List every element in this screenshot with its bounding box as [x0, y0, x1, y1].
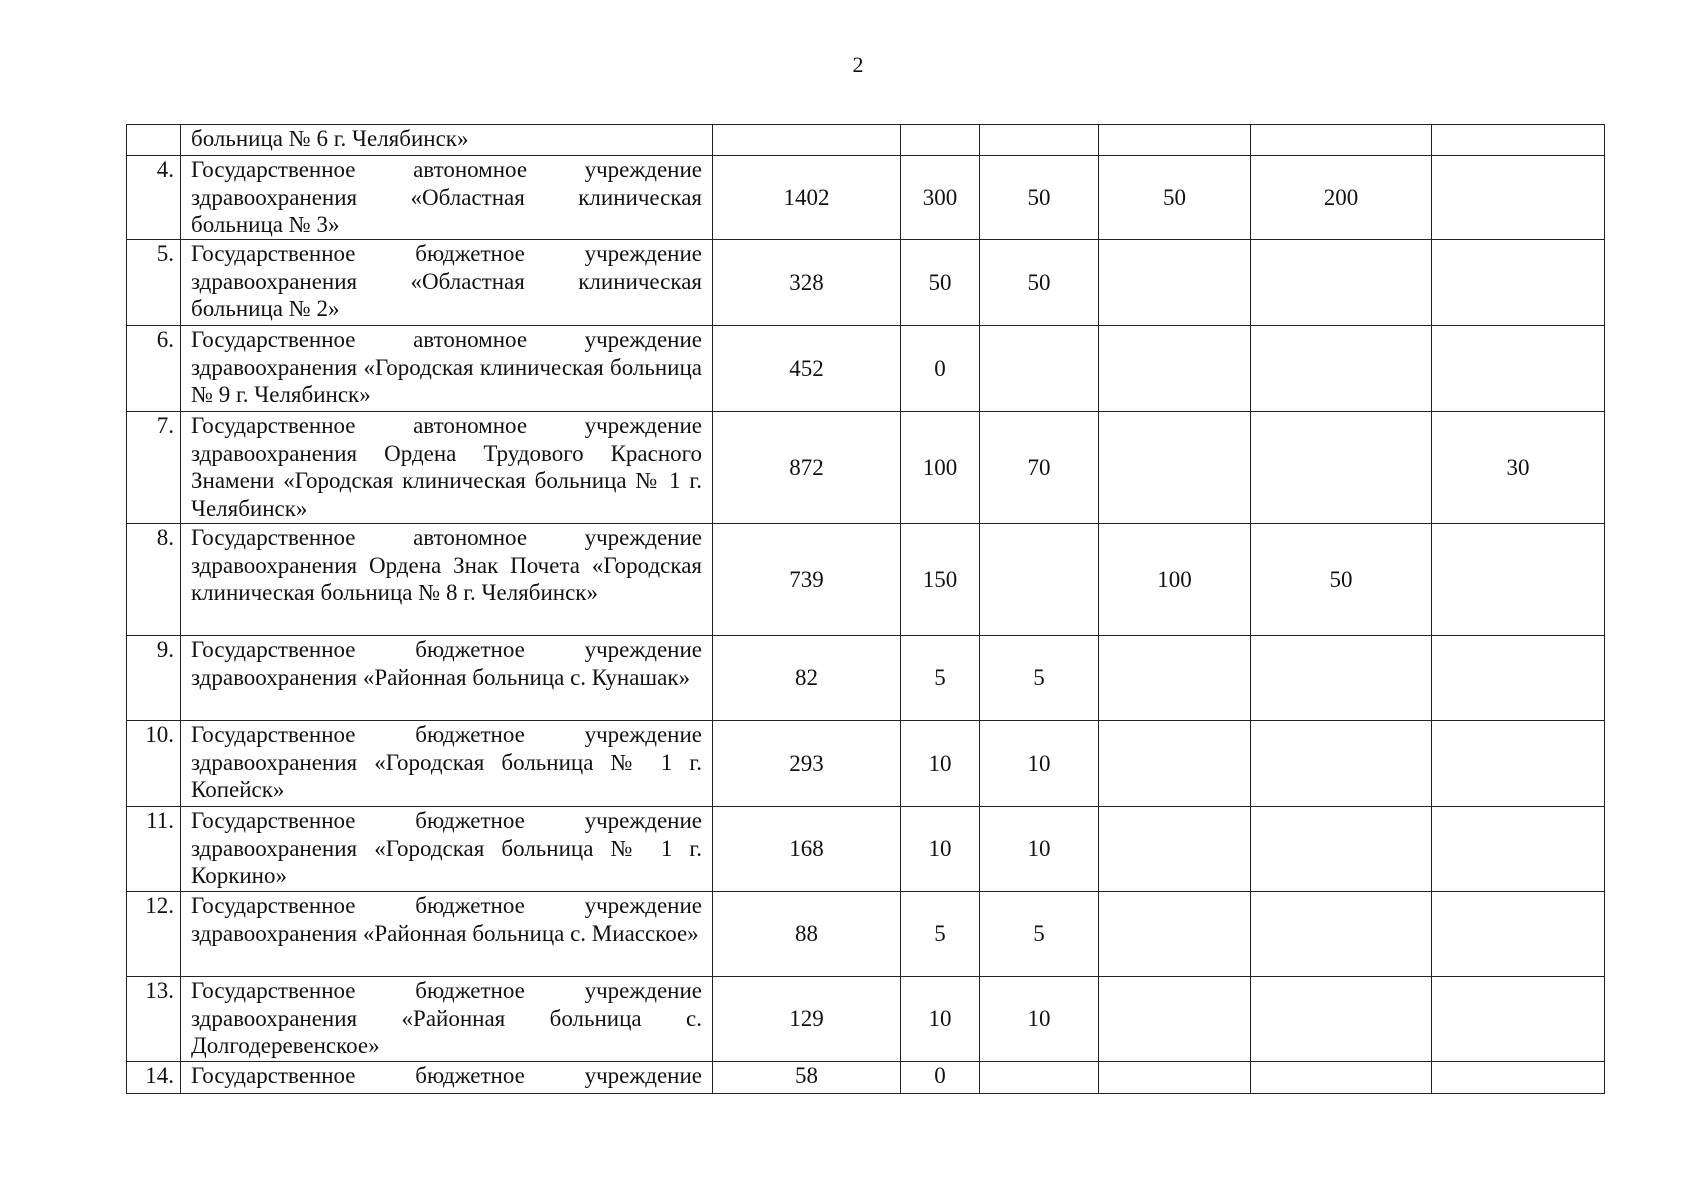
value-col-5 [1251, 1062, 1432, 1094]
value-col-3: 50 [980, 156, 1099, 240]
row-number: 11. [127, 807, 181, 892]
institution-name: Государственное бюджетное учреждение здравоохранения «Районная больница с. Долгодеревенское» [181, 977, 713, 1062]
value-col-5 [1251, 412, 1432, 524]
row-number: 14. [127, 1062, 181, 1094]
table-row [127, 977, 1605, 1062]
value-col-6 [1432, 1062, 1605, 1094]
value-col-6 [1432, 721, 1605, 807]
value-col-5: 50 [1251, 524, 1432, 636]
value-col-4 [1099, 412, 1251, 524]
value-col-1: 293 [713, 721, 901, 807]
institution-name: Государственное автономное учреждение здравоохранения «Городская клиническая больница № 9 г. Челябинск» [181, 326, 713, 412]
value-col-5 [1251, 977, 1432, 1062]
institution-name: Государственное бюджетное учреждение здравоохранения «Районная больница с. Кунашак» [181, 636, 713, 721]
value-col-1: 328 [713, 240, 901, 326]
value-col-2: 10 [901, 977, 980, 1062]
table-row [127, 636, 1605, 721]
value-col-3 [980, 125, 1099, 156]
institution-name: Государственное бюджетное учреждение здравоохранения «Городская больница № 1 г. Копейск» [181, 721, 713, 807]
value-col-2: 0 [901, 1062, 980, 1094]
table-row [127, 156, 1605, 240]
value-col-4 [1099, 807, 1251, 892]
value-col-2: 50 [901, 240, 980, 326]
value-col-5 [1251, 807, 1432, 892]
value-col-2: 5 [901, 636, 980, 721]
value-col-1: 739 [713, 524, 901, 636]
value-col-6 [1432, 807, 1605, 892]
value-col-3 [980, 326, 1099, 412]
value-col-2: 150 [901, 524, 980, 636]
page-number: 2 [852, 52, 864, 77]
value-col-1: 452 [713, 326, 901, 412]
value-col-5 [1251, 721, 1432, 807]
value-col-3: 70 [980, 412, 1099, 524]
value-col-6 [1432, 326, 1605, 412]
value-col-2: 300 [901, 156, 980, 240]
value-col-3 [980, 524, 1099, 636]
value-col-4 [1099, 240, 1251, 326]
value-col-4 [1099, 1062, 1251, 1094]
table-row [127, 125, 1605, 156]
value-col-6 [1432, 636, 1605, 721]
row-number: 8. [127, 524, 181, 636]
value-col-2: 5 [901, 892, 980, 977]
value-col-3: 50 [980, 240, 1099, 326]
value-col-5 [1251, 326, 1432, 412]
value-col-2: 10 [901, 807, 980, 892]
value-col-4: 100 [1099, 524, 1251, 636]
row-number [127, 125, 181, 156]
value-col-1: 58 [713, 1062, 901, 1094]
institution-name: Государственное бюджетное учреждение здравоохранения «Районная больница с. Миасское» [181, 892, 713, 977]
table-row [127, 240, 1605, 326]
value-col-1: 82 [713, 636, 901, 721]
row-number: 10. [127, 721, 181, 807]
value-col-4 [1099, 636, 1251, 721]
value-col-3: 10 [980, 807, 1099, 892]
value-col-1: 88 [713, 892, 901, 977]
value-col-2 [901, 125, 980, 156]
value-col-6 [1432, 156, 1605, 240]
row-number: 7. [127, 412, 181, 524]
hospital-table [126, 124, 1605, 1094]
table-row [127, 807, 1605, 892]
row-number: 9. [127, 636, 181, 721]
institution-name: Государственное бюджетное учреждение [181, 1062, 713, 1094]
value-col-6 [1432, 240, 1605, 326]
institution-name: Государственное бюджетное учреждение здравоохранения «Областная клиническая больница № 2» [181, 240, 713, 326]
row-number: 6. [127, 326, 181, 412]
table-row [127, 721, 1605, 807]
value-col-3: 5 [980, 892, 1099, 977]
value-col-4: 50 [1099, 156, 1251, 240]
row-number: 5. [127, 240, 181, 326]
row-number: 13. [127, 977, 181, 1062]
value-col-3: 10 [980, 977, 1099, 1062]
value-col-4 [1099, 977, 1251, 1062]
value-col-6 [1432, 892, 1605, 977]
value-col-6 [1432, 977, 1605, 1062]
value-col-1: 129 [713, 977, 901, 1062]
value-col-2: 0 [901, 326, 980, 412]
value-col-4 [1099, 125, 1251, 156]
value-col-6 [1432, 125, 1605, 156]
value-col-2: 100 [901, 412, 980, 524]
value-col-6 [1432, 524, 1605, 636]
value-col-3 [980, 1062, 1099, 1094]
value-col-3: 10 [980, 721, 1099, 807]
row-number: 12. [127, 892, 181, 977]
table-row [127, 326, 1605, 412]
value-col-5: 200 [1251, 156, 1432, 240]
value-col-4 [1099, 892, 1251, 977]
institution-name: Государственное бюджетное учреждение здравоохранения «Городская больница № 1 г. Коркино» [181, 807, 713, 892]
table-row [127, 412, 1605, 524]
institution-name: Государственное автономное учреждение здравоохранения Ордена Знак Почета «Городская клиническая больница № 8 г. Челябинск» [181, 524, 713, 636]
row-number: 4. [127, 156, 181, 240]
value-col-5 [1251, 636, 1432, 721]
institution-name: Государственное автономное учреждение здравоохранения «Областная клиническая больница № 3» [181, 156, 713, 240]
value-col-1: 168 [713, 807, 901, 892]
value-col-5 [1251, 892, 1432, 977]
table-row [127, 892, 1605, 977]
value-col-4 [1099, 721, 1251, 807]
value-col-5 [1251, 125, 1432, 156]
value-col-1: 1402 [713, 156, 901, 240]
table-row [127, 1062, 1605, 1094]
value-col-1 [713, 125, 901, 156]
value-col-4 [1099, 326, 1251, 412]
value-col-5 [1251, 240, 1432, 326]
institution-name: больница № 6 г. Челябинск» [181, 125, 713, 156]
table-row [127, 524, 1605, 636]
value-col-3: 5 [980, 636, 1099, 721]
value-col-2: 10 [901, 721, 980, 807]
value-col-6: 30 [1432, 412, 1605, 524]
institution-name: Государственное автономное учреждение здравоохранения Ордена Трудового Красного Знамени «Городская клиническая больница № 1 г. Челябинск» [181, 412, 713, 524]
value-col-1: 872 [713, 412, 901, 524]
